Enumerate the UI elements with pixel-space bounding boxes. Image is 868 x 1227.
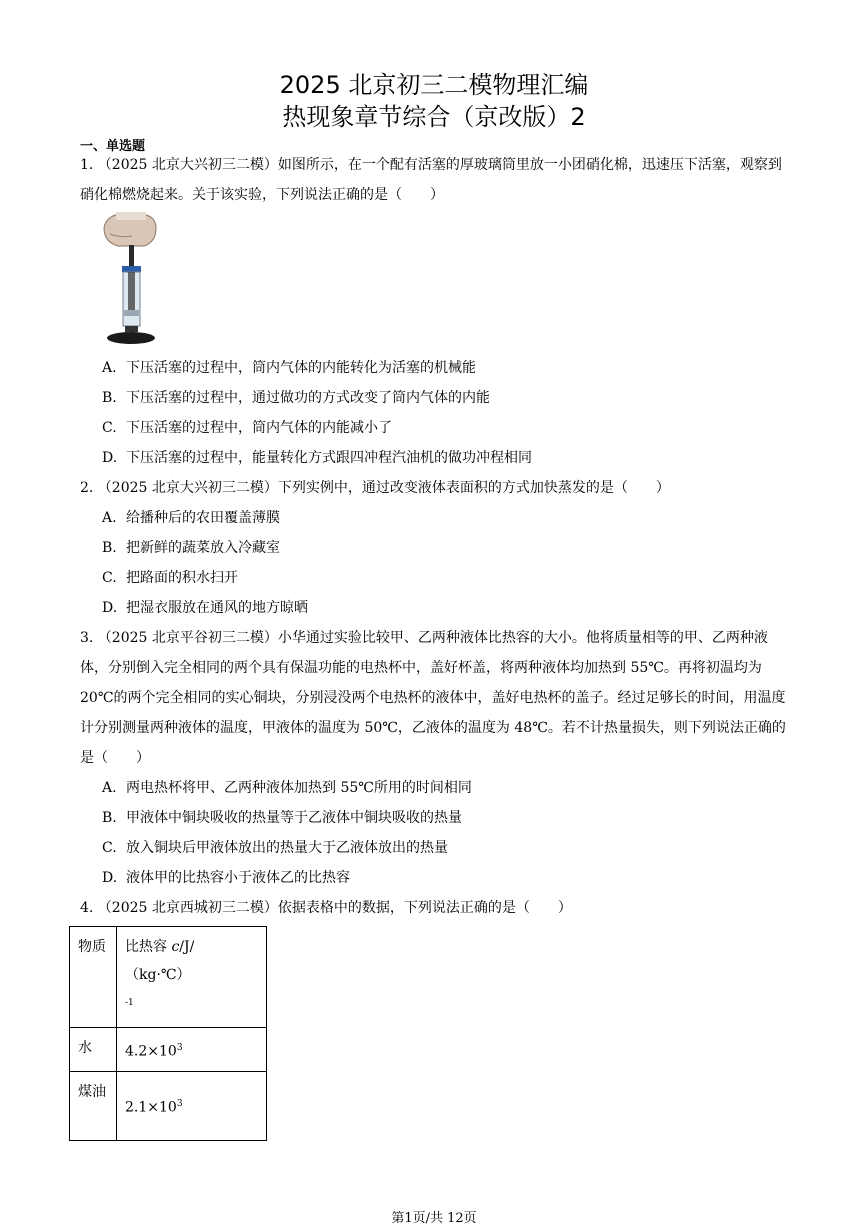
question-2-option-a [102,508,280,528]
option-text: 液体甲的比热容小于液体乙的比热容 [126,870,350,886]
cell-value [117,1072,267,1141]
option-text: 下压活塞的过程中，能量转化方式跟四冲程汽油机的做功冲程相同 [126,450,532,466]
question-1-option-d [102,448,532,468]
option-text: 下压活塞的过程中，通过做功的方式改变了筒内气体的内能 [126,390,490,406]
header-exponent: -1 [125,998,134,1008]
option-text: 下压活塞的过程中，筒内气体的内能减小了 [126,420,392,436]
header-cell-specific-heat [117,927,267,1028]
cell-value [117,1027,267,1072]
question-4-stem: 4. （2025 北京西城初三二模）依据表格中的数据，下列说法正确的是（ ） [80,900,572,916]
value-exponent: 3 [176,1099,183,1110]
question-2-option-d [102,598,308,618]
cell-substance: 水 [70,1027,117,1072]
piston-cylinder-image [98,212,164,346]
specific-heat-table [69,926,267,1141]
option-label: D. [102,870,118,886]
header-cell-substance: 物质 [70,927,117,1028]
question-1-option-b [102,388,490,408]
question-3-option-d [102,868,350,888]
question-3-option-b [102,808,462,828]
question-1-option-c [102,418,392,438]
option-label: D. [102,600,118,616]
question-3-option-c [102,838,448,858]
option-label: A. [102,360,117,376]
question-1-option-a [102,358,476,378]
option-label: B. [102,540,117,556]
value-exponent: 3 [176,1042,183,1053]
option-text: 给播种后的农田覆盖薄膜 [126,510,280,526]
header-unit: /J/（kg·℃） [125,939,195,983]
question-2-option-b [102,538,280,558]
option-text: 甲液体中铜块吸收的热量等于乙液体中铜块吸收的热量 [126,810,462,826]
cell-substance: 煤油 [70,1072,117,1141]
header-prefix: 比热容 [125,939,172,955]
option-label: C. [102,570,117,586]
option-label: B. [102,390,117,406]
document-title-line2: 热现象章节综合（京改版）2 [282,103,586,131]
table-row [70,1027,267,1072]
option-text: 把路面的积水扫开 [126,570,238,586]
option-text: 下压活塞的过程中，筒内气体的内能转化为活塞的机械能 [126,360,476,376]
value-mantissa: 2.1×10 [125,1100,177,1117]
option-label: A. [102,780,117,796]
option-label: B. [102,810,117,826]
option-label: A. [102,510,117,526]
table-row [70,1072,267,1141]
question-3-stem: 3. （2025 北京平谷初三二模）小华通过实验比较甲、乙两种液体比热容的大小。他将质量相等的甲、乙两种液体，分别倒入完全相同的两个具有保温功能的电热杯中，盖好杯盖，将两种液体均加热到 55℃。再将初温均为 20℃的两个完全相同的实心铜块，分别浸没两个电热杯的液体中，盖好电热杯的盖子。经过足够长的时间，用温度计分别测量两种液体的温度，甲液体的温度为 50℃，乙液体的温度为 48℃。若不计热量损失，则下列说法正确的是（ ） [80,630,786,766]
question-3-option-a [102,778,472,798]
option-text: 把新鲜的蔬菜放入冷藏室 [126,540,280,556]
page-footer: 第1页/共 12页 [391,1211,477,1226]
option-label: D. [102,450,118,466]
option-text: 放入铜块后甲液体放出的热量大于乙液体放出的热量 [126,840,448,856]
question-2-stem: 2. （2025 北京大兴初三二模）下列实例中，通过改变液体表面积的方式加快蒸发的是（ ） [80,480,670,496]
value-mantissa: 4.2×10 [125,1043,177,1060]
option-text: 两电热杯将甲、乙两种液体加热到 55℃所用的时间相同 [126,780,472,796]
option-label: C. [102,420,117,436]
table-header-row [70,927,267,1028]
option-text: 把湿衣服放在通风的地方晾晒 [126,600,308,616]
header-variable: c [171,939,180,955]
option-label: C. [102,840,117,856]
question-1-stem: 1. （2025 北京大兴初三二模）如图所示，在一个配有活塞的厚玻璃筒里放一小团硝化棉，迅速压下活塞，观察到硝化棉燃烧起来。关于该实验，下列说法正确的是（ ） [80,157,782,203]
section-heading: 一、单选题 [80,139,146,154]
question-2-option-c [102,568,238,588]
document-title-line1: 2025 北京初三二模物理汇编 [279,71,589,99]
